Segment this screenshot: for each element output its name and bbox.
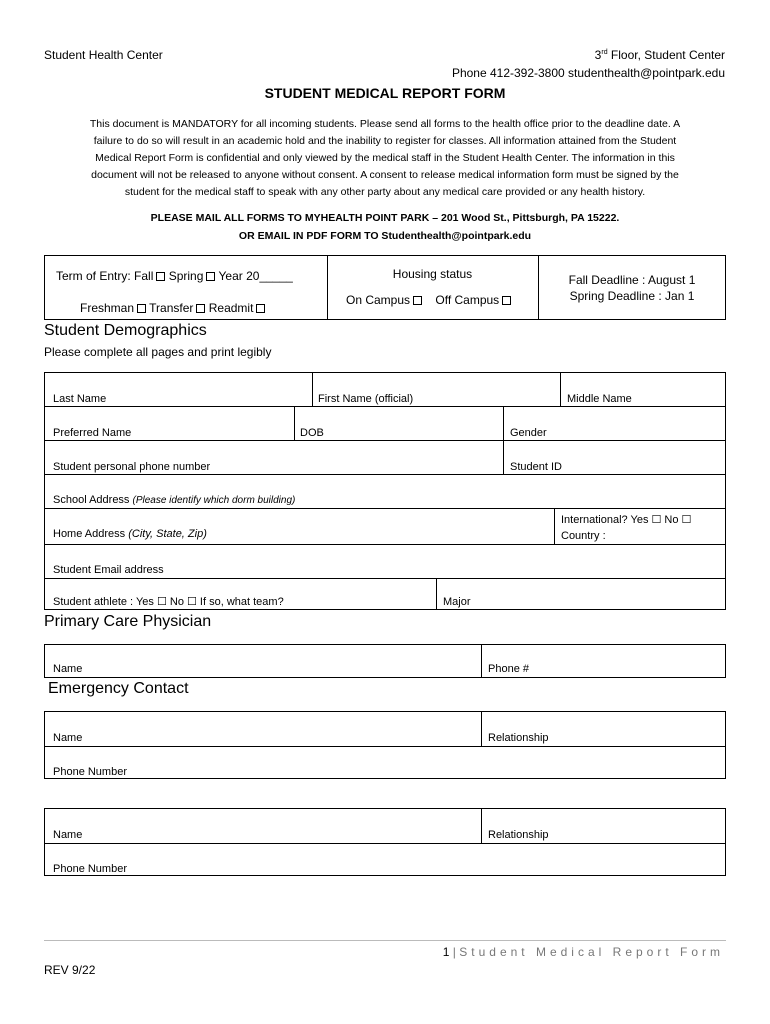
spring-deadline: Spring Deadline : Jan 1 — [569, 289, 695, 303]
school-address-label: School Address (Please identify which dorm building) — [53, 494, 296, 506]
spring-label: Spring — [168, 269, 204, 283]
athlete-label[interactable]: Student athlete : Yes ☐ No ☐ If so, what team? — [53, 596, 284, 608]
footer-page-label: 1 | Student Medical Report Form — [442, 945, 724, 959]
demographics-subtitle: Please complete all pages and print legibly — [44, 345, 272, 359]
year-label: Year 20_____ — [218, 269, 293, 283]
off-campus-checkbox[interactable] — [502, 296, 511, 305]
footer-page-title: Student Medical Report Form — [459, 945, 724, 959]
footer-rule — [44, 940, 726, 941]
contact-2-phone-label: Phone Number — [53, 863, 127, 875]
physician-phone-label: Phone # — [488, 663, 529, 675]
country-label: Country : — [561, 530, 606, 542]
page-title: STUDENT MEDICAL REPORT FORM — [264, 85, 506, 101]
physician-title: Primary Care Physician — [44, 613, 212, 630]
emergency-contact-1 — [44, 711, 726, 779]
fall-checkbox[interactable] — [156, 272, 165, 281]
home-address-label: Home Address (City, State, Zip) — [53, 528, 207, 540]
contact-1-phone-label: Phone Number — [53, 766, 127, 778]
contact-2-relationship-label: Relationship — [488, 829, 549, 841]
contact-1-relationship-label: Relationship — [488, 732, 549, 744]
physician-table — [44, 644, 726, 678]
freshman-checkbox[interactable] — [137, 304, 146, 313]
housing-options — [346, 293, 511, 307]
revision-label: REV 9/22 — [44, 963, 96, 977]
intro-line-1: This document is MANDATORY for all incoming students. Please send all forms to the health office prior to the deadline date. A — [89, 118, 681, 130]
first-name-label: First Name (official) — [318, 393, 414, 405]
middle-name-label: Middle Name — [567, 393, 632, 405]
freshman-label: Freshman — [80, 301, 135, 315]
gender-label: Gender — [510, 427, 547, 439]
page-number: 1 — [442, 945, 450, 959]
intro-line-2: failure to do so will result in an academic hold and the inability to register for classes. All information attained from the Student — [93, 135, 677, 147]
student-id-label: Student ID — [510, 461, 562, 473]
intro-line-5: student for the medical staff to speak with any other party about any medical care provided or any health history. — [124, 186, 646, 198]
intro-line-4: document will not be released to anyone without consent. A consent to release medical information form must be signed by the — [91, 169, 679, 181]
header-right-line2: Phone 412-392-3800 studenthealth@pointpark.edu — [451, 66, 725, 80]
dob-label: DOB — [300, 427, 324, 439]
mail-instructions: PLEASE MAIL ALL FORMS TO MYHEALTH POINT PARK – 201 Wood St., Pittsburgh, PA 15222. — [150, 212, 620, 224]
demographics-title: Student Demographics — [44, 322, 207, 339]
contact-2-name-label: Name — [53, 829, 83, 841]
last-name-label: Last Name — [53, 393, 107, 405]
transfer-label: Transfer — [149, 301, 194, 315]
contact-1-name-label: Name — [53, 732, 83, 744]
on-campus-label: On Campus — [346, 293, 411, 307]
fall-deadline: Fall Deadline : August 1 — [568, 273, 696, 287]
on-campus-checkbox[interactable] — [413, 296, 422, 305]
readmit-label: Readmit — [208, 301, 254, 315]
term-label: Term of Entry: Fall — [56, 269, 154, 283]
emergency-title: Emergency Contact — [48, 680, 189, 697]
physician-name-label: Name — [53, 663, 83, 675]
transfer-checkbox[interactable] — [196, 304, 205, 313]
entry-type — [80, 301, 265, 315]
major-label: Major — [443, 596, 471, 608]
phone-label: Student personal phone number — [53, 461, 211, 473]
spring-checkbox[interactable] — [206, 272, 215, 281]
term-of-entry — [56, 269, 293, 283]
header-left: Student Health Center — [44, 48, 163, 62]
readmit-checkbox[interactable] — [256, 304, 265, 313]
preferred-name-label: Preferred Name — [53, 427, 132, 439]
intro-line-3: Medical Report Form is confidential and only viewed by the medical staff in the Student Health Center. The information in this — [95, 152, 675, 164]
housing-title: Housing status — [392, 267, 473, 281]
header-right-line1: 3rd Floor, Student Center — [594, 48, 725, 62]
off-campus-label: Off Campus — [435, 293, 500, 307]
email-label: Student Email address — [53, 564, 164, 576]
email-instructions: OR EMAIL IN PDF FORM TO Studenthealth@pointpark.edu — [238, 230, 532, 242]
emergency-contact-2 — [44, 808, 726, 876]
international-label[interactable]: International? Yes ☐ No ☐ — [561, 514, 692, 526]
